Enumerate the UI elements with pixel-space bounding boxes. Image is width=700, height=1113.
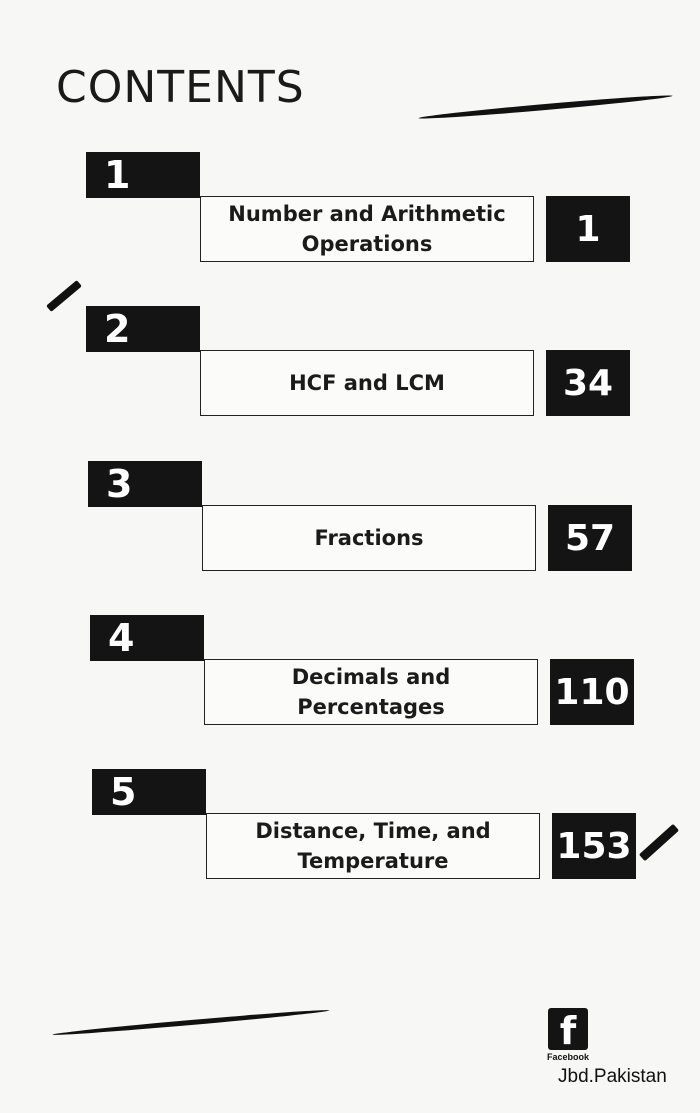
page-number: 57: [548, 505, 632, 571]
social-handle: Jbd.Pakistan: [558, 1066, 667, 1087]
page-number: 153: [552, 813, 636, 879]
toc-entry-3[interactable]: [2, 461, 700, 581]
page-title: CONTENTS: [56, 62, 305, 113]
toc-entry-2[interactable]: [0, 306, 700, 426]
chapter-number: 2: [86, 306, 200, 352]
decorative-stroke-top: [418, 93, 673, 121]
toc-entry-1[interactable]: [0, 152, 700, 272]
chapter-title[interactable]: Distance, Time, and Temperature: [206, 813, 540, 879]
decorative-stroke-bottom: [52, 1008, 329, 1037]
page-number: 1: [546, 196, 630, 262]
chapter-number: 3: [88, 461, 202, 507]
facebook-icon: f: [548, 1008, 588, 1050]
chapter-title[interactable]: Number and Arithmetic Operations: [200, 196, 534, 262]
page-number: 34: [546, 350, 630, 416]
chapter-number: 5: [92, 769, 206, 815]
chapter-number: 4: [90, 615, 204, 661]
toc-entry-4[interactable]: [4, 615, 700, 735]
chapter-title[interactable]: HCF and LCM: [200, 350, 534, 416]
facebook-label: Facebook: [547, 1052, 590, 1062]
chapter-title[interactable]: Fractions: [202, 505, 536, 571]
chapter-title[interactable]: Decimals and Percentages: [204, 659, 538, 725]
chapter-number: 1: [86, 152, 200, 198]
page-number: 110: [550, 659, 634, 725]
toc-entry-5[interactable]: [6, 769, 700, 889]
